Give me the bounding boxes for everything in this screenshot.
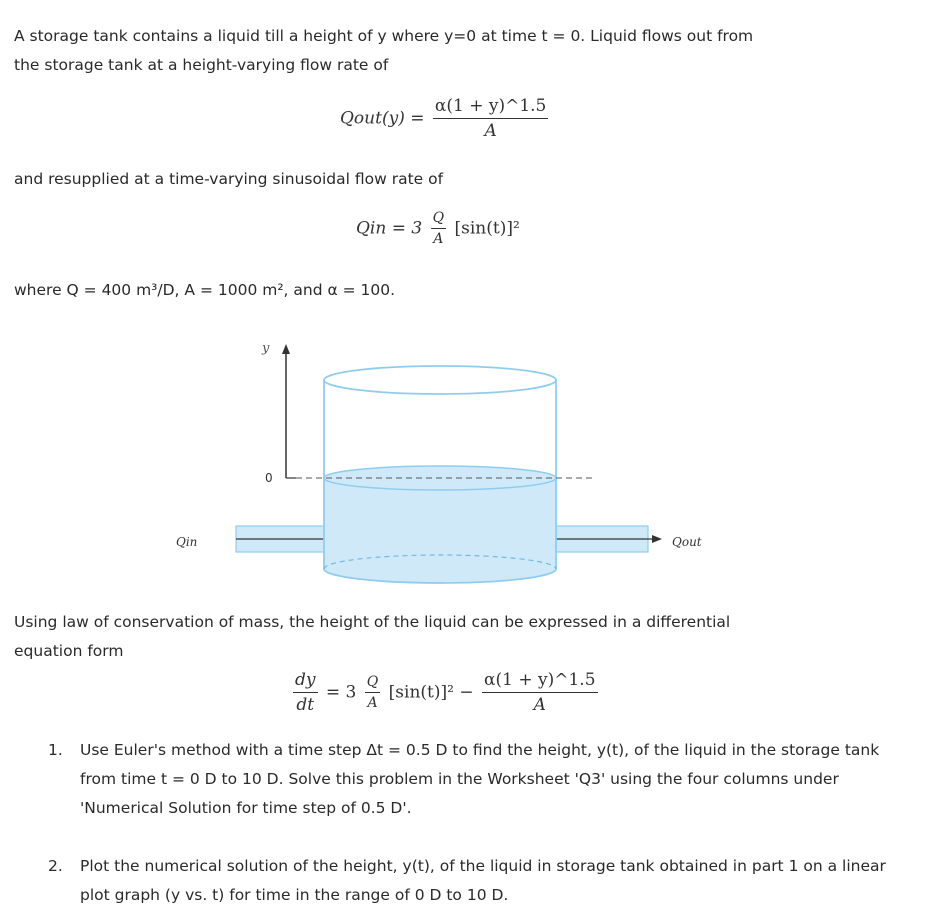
outlet-label: Qout (672, 535, 702, 549)
equation-qout-denominator: A (484, 121, 497, 141)
ode-q: Q (365, 674, 380, 693)
task-2 (48, 852, 888, 910)
ode-dt: dt (296, 695, 315, 715)
y-axis-label: y (262, 341, 270, 356)
zero-label: 0 (265, 471, 273, 485)
conservation-line-2: equation form (14, 642, 124, 660)
equation-qout-lhs: Qout(y) = (340, 108, 425, 129)
ode-outflow-numerator: α(1 + y)^1.5 (482, 670, 598, 693)
ode-mid: = 3 (325, 682, 357, 703)
equation-qout-numerator: α(1 + y)^1.5 (433, 96, 549, 119)
ode-derivative (293, 670, 318, 715)
task-1-text: Use Euler's method with a time step Δt = 0.5 D to find the height, y(t), of the liquid in the storage tank from time t = 0 D to 10 D. Solve this problem in the Worksheet 'Q3' using the four columns under 'Numerical Solution for time step of 0.5 D'. (80, 741, 880, 817)
equation-qin-denominator: A (433, 231, 444, 247)
y-axis-arrow-icon (282, 344, 290, 354)
ode-dy: dy (293, 670, 318, 693)
task-1 (48, 736, 888, 823)
tank-top-rim (324, 366, 556, 394)
parameters-text: where Q = 400 m³/D, A = 1000 m², and α = 100. (14, 281, 396, 299)
task-1-number: 1. (48, 741, 63, 759)
intro-line-2: the storage tank at a height-varying flow rate of (14, 56, 389, 74)
equation-qin-numerator: Q (431, 210, 446, 229)
equation-ode (290, 670, 601, 715)
ode-sin-term: [sin(t)]² − (388, 682, 474, 703)
tank-water (324, 478, 556, 583)
ode-outflow-term (482, 670, 598, 715)
ode-outflow-denominator: A (533, 695, 546, 715)
equation-qin-lhs: Qin = 3 (356, 218, 423, 239)
resupply-text: and resupplied at a time-varying sinusoidal flow rate of (14, 170, 444, 188)
ode-q-over-a (365, 674, 380, 711)
equation-qin-rhs: [sin(t)]² (454, 218, 520, 239)
ode-a: A (367, 695, 378, 711)
task-2-text: Plot the numerical solution of the height, y(t), of the liquid in storage tank obtained in part 1 on a linear plot graph (y vs. t) for time in the range of 0 D to 10 D. (80, 857, 886, 904)
conservation-line-1: Using law of conservation of mass, the height of the liquid can be expressed in a differential (14, 613, 731, 631)
intro-line-1: A storage tank contains a liquid till a height of y where y=0 at time t = 0. Liquid flows out from (14, 27, 754, 45)
outlet-arrow-icon (652, 535, 662, 543)
task-2-number: 2. (48, 857, 63, 875)
inlet-label: Qin (176, 535, 198, 549)
